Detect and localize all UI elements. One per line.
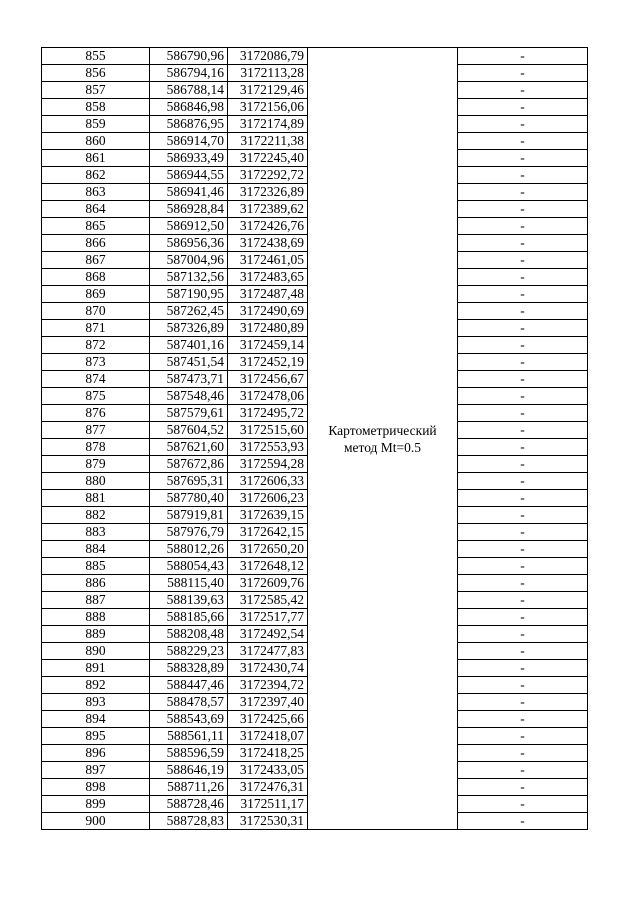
y-coordinate-cell: 3172245,40 [228, 150, 308, 167]
note-cell: - [458, 235, 588, 252]
note-cell: - [458, 779, 588, 796]
point-number-cell: 869 [42, 286, 150, 303]
x-coordinate-cell: 588596,59 [150, 745, 228, 762]
point-number-cell: 862 [42, 167, 150, 184]
y-coordinate-cell: 3172433,05 [228, 762, 308, 779]
x-coordinate-cell: 586790,96 [150, 48, 228, 65]
point-number-cell: 887 [42, 592, 150, 609]
point-number-cell: 882 [42, 507, 150, 524]
point-number-cell: 859 [42, 116, 150, 133]
y-coordinate-cell: 3172397,40 [228, 694, 308, 711]
x-coordinate-cell: 587326,89 [150, 320, 228, 337]
note-cell: - [458, 422, 588, 439]
y-coordinate-cell: 3172480,89 [228, 320, 308, 337]
point-number-cell: 867 [42, 252, 150, 269]
point-number-cell: 878 [42, 439, 150, 456]
y-coordinate-cell: 3172609,76 [228, 575, 308, 592]
point-number-cell: 894 [42, 711, 150, 728]
coordinates-table [41, 47, 588, 830]
y-coordinate-cell: 3172418,07 [228, 728, 308, 745]
x-coordinate-cell: 587919,81 [150, 507, 228, 524]
y-coordinate-cell: 3172639,15 [228, 507, 308, 524]
point-number-cell: 883 [42, 524, 150, 541]
y-coordinate-cell: 3172456,67 [228, 371, 308, 388]
y-coordinate-cell: 3172483,65 [228, 269, 308, 286]
y-coordinate-cell: 3172156,06 [228, 99, 308, 116]
y-coordinate-cell: 3172086,79 [228, 48, 308, 65]
note-cell: - [458, 99, 588, 116]
y-coordinate-cell: 3172129,46 [228, 82, 308, 99]
x-coordinate-cell: 587473,71 [150, 371, 228, 388]
x-coordinate-cell: 588646,19 [150, 762, 228, 779]
note-cell: - [458, 609, 588, 626]
y-coordinate-cell: 3172430,74 [228, 660, 308, 677]
x-coordinate-cell: 588543,69 [150, 711, 228, 728]
y-coordinate-cell: 3172292,72 [228, 167, 308, 184]
x-coordinate-cell: 588447,46 [150, 677, 228, 694]
point-number-cell: 861 [42, 150, 150, 167]
point-number-cell: 865 [42, 218, 150, 235]
note-cell: - [458, 711, 588, 728]
y-coordinate-cell: 3172606,23 [228, 490, 308, 507]
point-number-cell: 888 [42, 609, 150, 626]
x-coordinate-cell: 586912,50 [150, 218, 228, 235]
y-coordinate-cell: 3172487,48 [228, 286, 308, 303]
x-coordinate-cell: 586928,84 [150, 201, 228, 218]
note-cell: - [458, 660, 588, 677]
x-coordinate-cell: 586794,16 [150, 65, 228, 82]
point-number-cell: 900 [42, 813, 150, 830]
x-coordinate-cell: 587780,40 [150, 490, 228, 507]
x-coordinate-cell: 588728,46 [150, 796, 228, 813]
note-cell: - [458, 252, 588, 269]
note-cell: - [458, 388, 588, 405]
note-cell: - [458, 473, 588, 490]
note-cell: - [458, 439, 588, 456]
point-number-cell: 855 [42, 48, 150, 65]
note-cell: - [458, 558, 588, 575]
note-cell: - [458, 354, 588, 371]
x-coordinate-cell: 588328,89 [150, 660, 228, 677]
note-cell: - [458, 728, 588, 745]
y-coordinate-cell: 3172490,69 [228, 303, 308, 320]
note-cell: - [458, 218, 588, 235]
note-cell: - [458, 405, 588, 422]
point-number-cell: 889 [42, 626, 150, 643]
y-coordinate-cell: 3172478,06 [228, 388, 308, 405]
note-cell: - [458, 48, 588, 65]
note-cell: - [458, 762, 588, 779]
point-number-cell: 872 [42, 337, 150, 354]
point-number-cell: 877 [42, 422, 150, 439]
y-coordinate-cell: 3172425,66 [228, 711, 308, 728]
y-coordinate-cell: 3172606,33 [228, 473, 308, 490]
note-cell: - [458, 184, 588, 201]
note-cell: - [458, 694, 588, 711]
note-cell: - [458, 575, 588, 592]
note-cell: - [458, 65, 588, 82]
note-cell: - [458, 677, 588, 694]
point-number-cell: 896 [42, 745, 150, 762]
point-number-cell: 892 [42, 677, 150, 694]
note-cell: - [458, 150, 588, 167]
note-cell: - [458, 167, 588, 184]
point-number-cell: 881 [42, 490, 150, 507]
x-coordinate-cell: 588561,11 [150, 728, 228, 745]
x-coordinate-cell: 586914,70 [150, 133, 228, 150]
x-coordinate-cell: 587190,95 [150, 286, 228, 303]
x-coordinate-cell: 587695,31 [150, 473, 228, 490]
point-number-cell: 885 [42, 558, 150, 575]
point-number-cell: 880 [42, 473, 150, 490]
note-cell: - [458, 541, 588, 558]
point-number-cell: 868 [42, 269, 150, 286]
point-number-cell: 875 [42, 388, 150, 405]
y-coordinate-cell: 3172174,89 [228, 116, 308, 133]
y-coordinate-cell: 3172418,25 [228, 745, 308, 762]
y-coordinate-cell: 3172517,77 [228, 609, 308, 626]
point-number-cell: 857 [42, 82, 150, 99]
x-coordinate-cell: 587579,61 [150, 405, 228, 422]
y-coordinate-cell: 3172530,31 [228, 813, 308, 830]
point-number-cell: 884 [42, 541, 150, 558]
point-number-cell: 879 [42, 456, 150, 473]
x-coordinate-cell: 588711,26 [150, 779, 228, 796]
y-coordinate-cell: 3172492,54 [228, 626, 308, 643]
x-coordinate-cell: 588054,43 [150, 558, 228, 575]
point-number-cell: 891 [42, 660, 150, 677]
point-number-cell: 895 [42, 728, 150, 745]
x-coordinate-cell: 586941,46 [150, 184, 228, 201]
x-coordinate-cell: 588728,83 [150, 813, 228, 830]
y-coordinate-cell: 3172459,14 [228, 337, 308, 354]
x-coordinate-cell: 587548,46 [150, 388, 228, 405]
point-number-cell: 860 [42, 133, 150, 150]
x-coordinate-cell: 586956,36 [150, 235, 228, 252]
point-number-cell: 871 [42, 320, 150, 337]
method-label-line2: метод Mt=0.5 [343, 439, 422, 455]
method-cell [308, 48, 458, 830]
y-coordinate-cell: 3172495,72 [228, 405, 308, 422]
y-coordinate-cell: 3172650,20 [228, 541, 308, 558]
note-cell: - [458, 133, 588, 150]
x-coordinate-cell: 587004,96 [150, 252, 228, 269]
coordinates-table-body [42, 48, 588, 830]
note-cell: - [458, 456, 588, 473]
point-number-cell: 890 [42, 643, 150, 660]
point-number-cell: 856 [42, 65, 150, 82]
x-coordinate-cell: 588185,66 [150, 609, 228, 626]
note-cell: - [458, 116, 588, 133]
note-cell: - [458, 82, 588, 99]
note-cell: - [458, 507, 588, 524]
point-number-cell: 858 [42, 99, 150, 116]
y-coordinate-cell: 3172585,42 [228, 592, 308, 609]
y-coordinate-cell: 3172113,28 [228, 65, 308, 82]
point-number-cell: 874 [42, 371, 150, 388]
point-number-cell: 864 [42, 201, 150, 218]
point-number-cell: 899 [42, 796, 150, 813]
x-coordinate-cell: 587976,79 [150, 524, 228, 541]
note-cell: - [458, 371, 588, 388]
x-coordinate-cell: 587262,45 [150, 303, 228, 320]
x-coordinate-cell: 588115,40 [150, 575, 228, 592]
note-cell: - [458, 320, 588, 337]
x-coordinate-cell: 587604,52 [150, 422, 228, 439]
note-cell: - [458, 269, 588, 286]
point-number-cell: 876 [42, 405, 150, 422]
x-coordinate-cell: 588478,57 [150, 694, 228, 711]
y-coordinate-cell: 3172394,72 [228, 677, 308, 694]
note-cell: - [458, 201, 588, 218]
note-cell: - [458, 745, 588, 762]
y-coordinate-cell: 3172326,89 [228, 184, 308, 201]
note-cell: - [458, 813, 588, 830]
y-coordinate-cell: 3172553,93 [228, 439, 308, 456]
x-coordinate-cell: 587451,54 [150, 354, 228, 371]
y-coordinate-cell: 3172515,60 [228, 422, 308, 439]
x-coordinate-cell: 586788,14 [150, 82, 228, 99]
y-coordinate-cell: 3172211,38 [228, 133, 308, 150]
point-number-cell: 898 [42, 779, 150, 796]
y-coordinate-cell: 3172648,12 [228, 558, 308, 575]
y-coordinate-cell: 3172477,83 [228, 643, 308, 660]
x-coordinate-cell: 586876,95 [150, 116, 228, 133]
point-number-cell: 873 [42, 354, 150, 371]
x-coordinate-cell: 588139,63 [150, 592, 228, 609]
y-coordinate-cell: 3172642,15 [228, 524, 308, 541]
y-coordinate-cell: 3172426,76 [228, 218, 308, 235]
y-coordinate-cell: 3172461,05 [228, 252, 308, 269]
note-cell: - [458, 796, 588, 813]
x-coordinate-cell: 587401,16 [150, 337, 228, 354]
x-coordinate-cell: 588012,26 [150, 541, 228, 558]
point-number-cell: 863 [42, 184, 150, 201]
point-number-cell: 886 [42, 575, 150, 592]
x-coordinate-cell: 586944,55 [150, 167, 228, 184]
x-coordinate-cell: 587672,86 [150, 456, 228, 473]
note-cell: - [458, 337, 588, 354]
y-coordinate-cell: 3172476,31 [228, 779, 308, 796]
point-number-cell: 893 [42, 694, 150, 711]
x-coordinate-cell: 586846,98 [150, 99, 228, 116]
x-coordinate-cell: 588229,23 [150, 643, 228, 660]
note-cell: - [458, 626, 588, 643]
y-coordinate-cell: 3172511,17 [228, 796, 308, 813]
note-cell: - [458, 286, 588, 303]
note-cell: - [458, 643, 588, 660]
note-cell: - [458, 490, 588, 507]
y-coordinate-cell: 3172452,19 [228, 354, 308, 371]
x-coordinate-cell: 586933,49 [150, 150, 228, 167]
point-number-cell: 897 [42, 762, 150, 779]
point-number-cell: 866 [42, 235, 150, 252]
x-coordinate-cell: 588208,48 [150, 626, 228, 643]
x-coordinate-cell: 587621,60 [150, 439, 228, 456]
point-number-cell: 870 [42, 303, 150, 320]
method-label-line1: Картометрический [328, 422, 437, 438]
note-cell: - [458, 592, 588, 609]
y-coordinate-cell: 3172389,62 [228, 201, 308, 218]
x-coordinate-cell: 587132,56 [150, 269, 228, 286]
y-coordinate-cell: 3172438,69 [228, 235, 308, 252]
note-cell: - [458, 524, 588, 541]
table-row [42, 48, 588, 65]
note-cell: - [458, 303, 588, 320]
y-coordinate-cell: 3172594,28 [228, 456, 308, 473]
